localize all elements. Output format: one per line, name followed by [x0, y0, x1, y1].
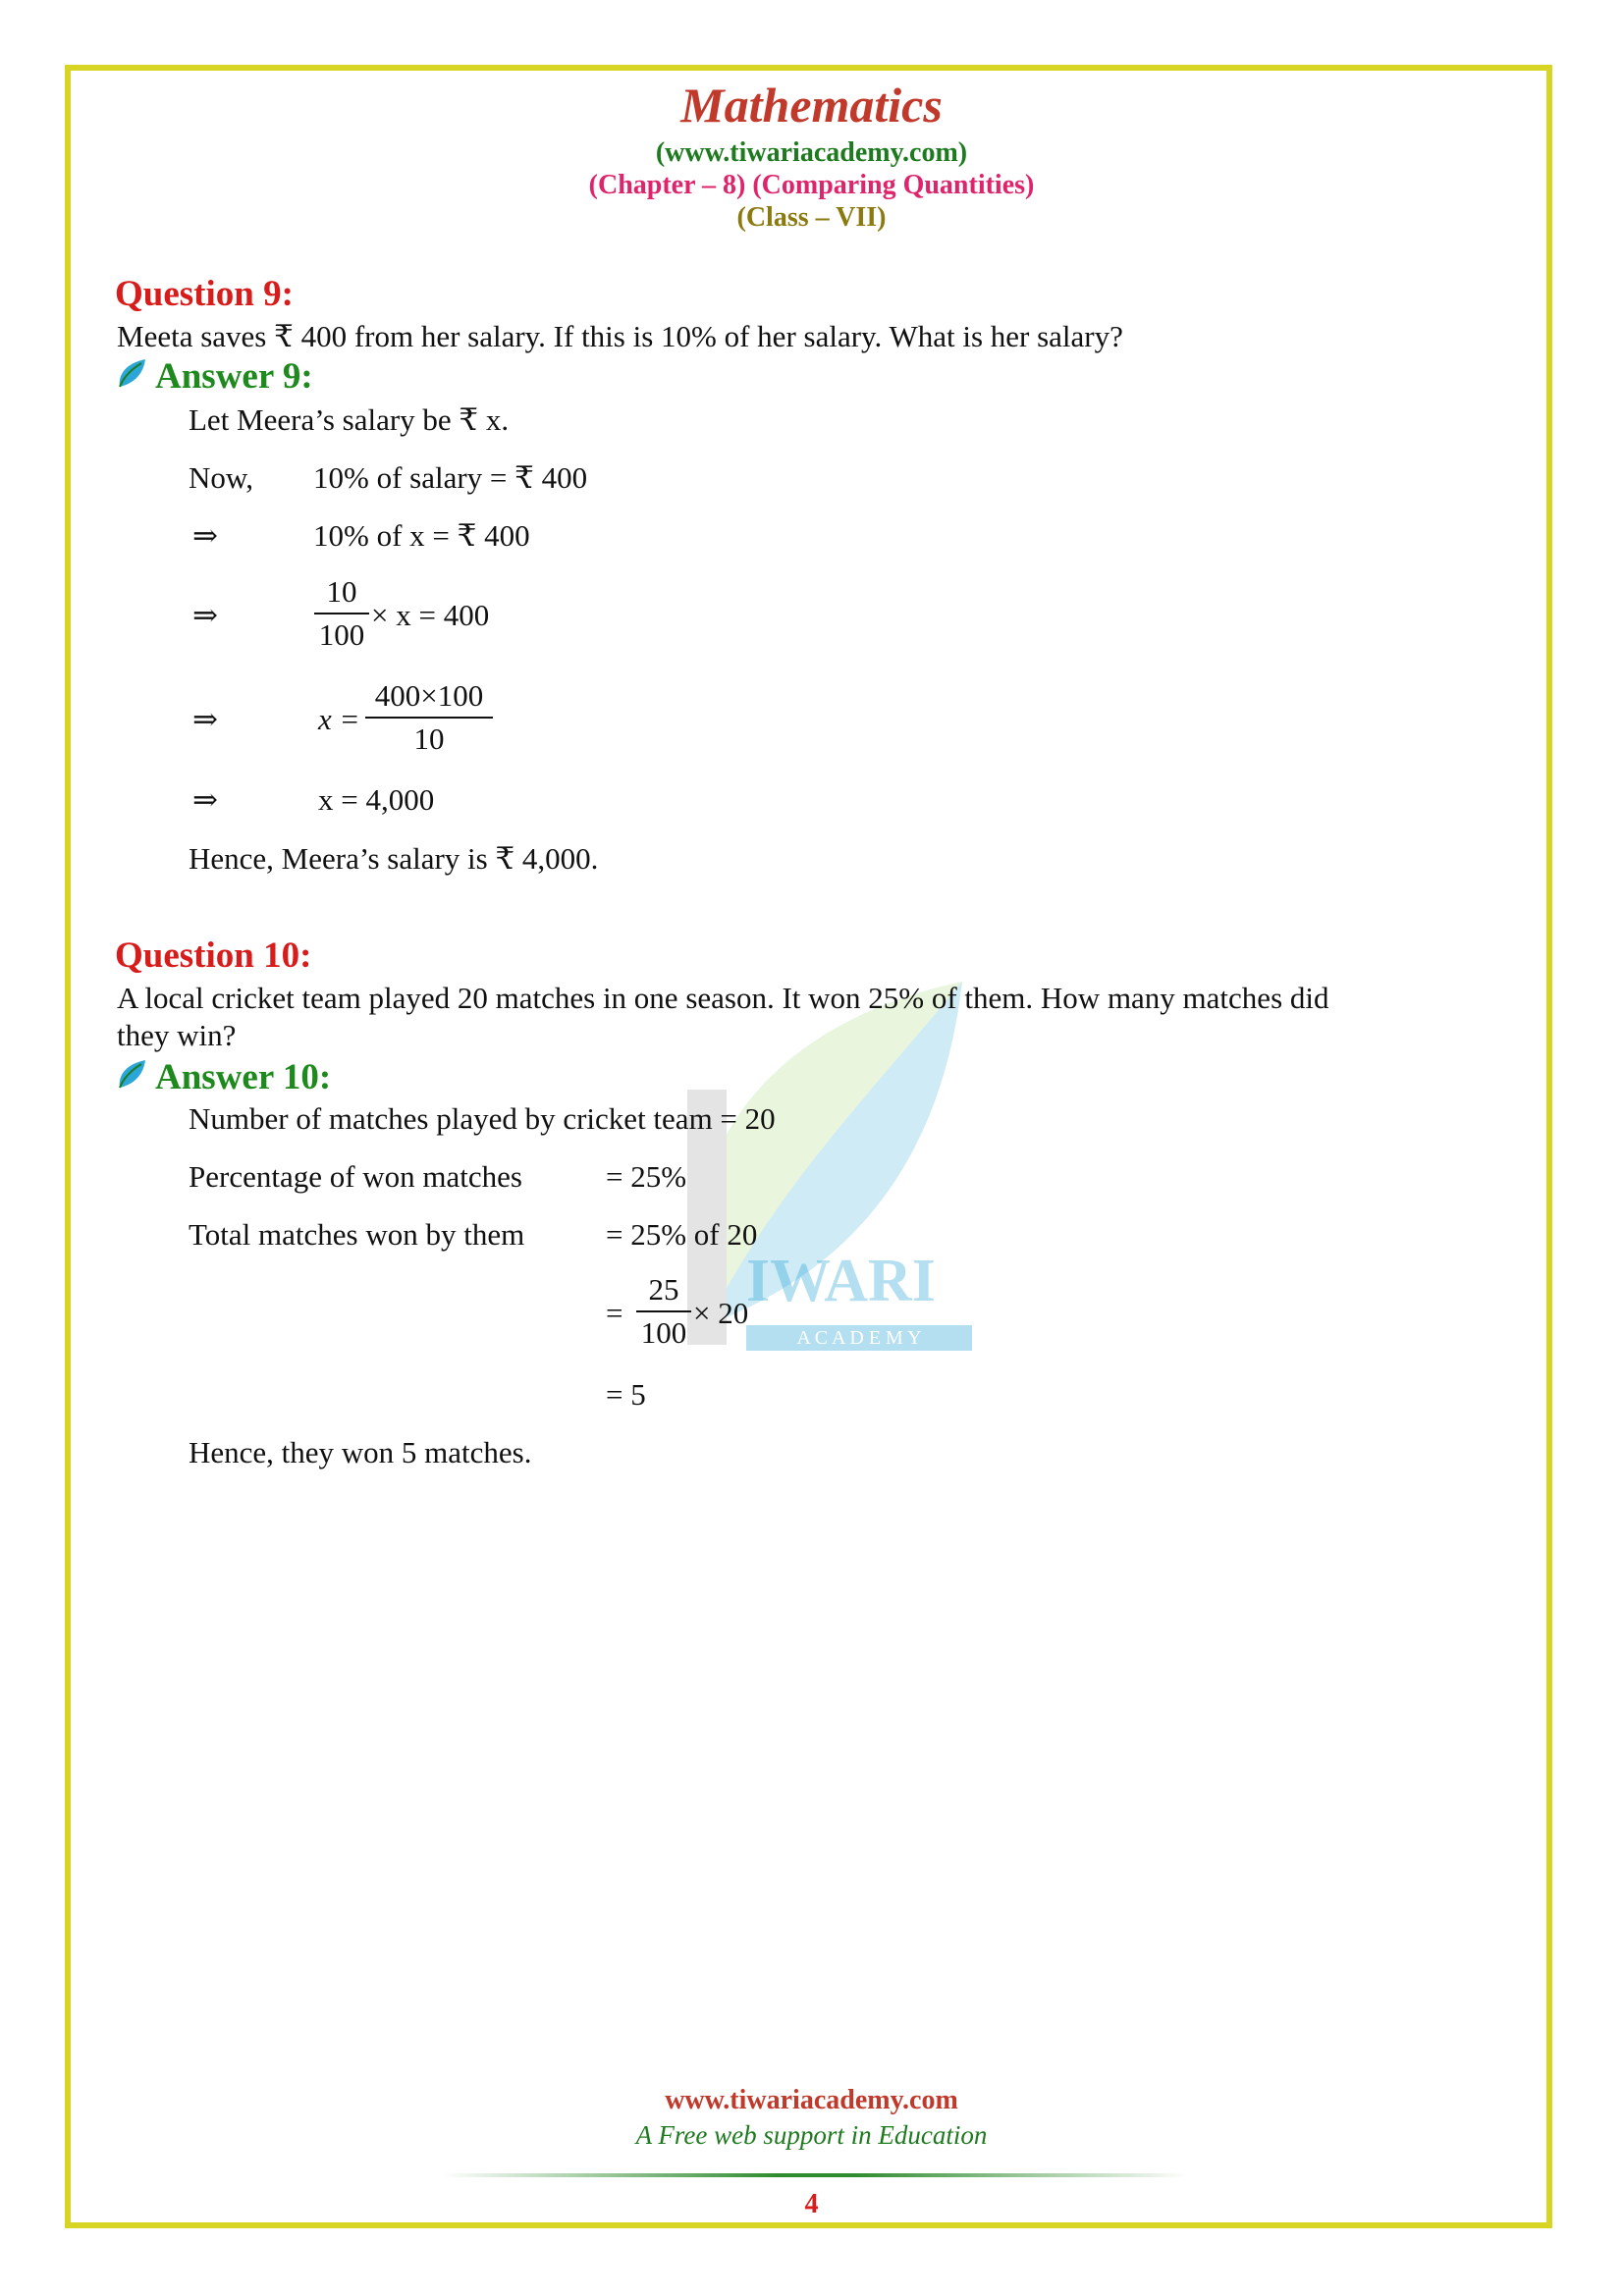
fraction-denominator: 100 [640, 1315, 687, 1350]
question-9-label: Question 9: [115, 274, 294, 314]
fraction-denominator: 10 [413, 721, 445, 756]
header-chapter: (Chapter – 8) (Comparing Quantities) [588, 170, 1035, 200]
q9-eq5: x = 4,000 [318, 782, 435, 817]
header-website: (www.tiwariacademy.com) [655, 137, 968, 168]
implies-arrow: ⇒ [192, 782, 218, 817]
tiwari-logo-icon [116, 1058, 149, 1092]
q9-fraction-2 [365, 678, 493, 757]
q9-now: Now, [189, 460, 254, 495]
implies-arrow: ⇒ [192, 518, 218, 553]
q9-eq4-lhs: x = [318, 702, 360, 736]
tiwari-logo-icon [116, 357, 149, 391]
q10-eq-sign: = [606, 1296, 623, 1330]
q9-let-line: Let Meera’s salary be ₹ x. [189, 402, 510, 437]
watermark-brand: IWARI [746, 1248, 936, 1314]
question-10-label: Question 10: [115, 935, 312, 976]
q9-eq2: 10% of x = ₹ 400 [313, 518, 530, 553]
q10-row2-label: Percentage of won matches [189, 1159, 523, 1194]
q10-row3-label: Total matches won by them [189, 1217, 525, 1252]
implies-arrow: ⇒ [192, 598, 218, 632]
question-9-text: Meeta saves ₹ 400 from her salary. If this is 10% of her salary. What is her salary? [117, 319, 1123, 353]
q10-row3-value: = 25% of 20 [606, 1217, 758, 1252]
footer-tagline: A Free web support in Education [635, 2120, 988, 2150]
fraction-numerator: 10 [326, 574, 357, 609]
answer-9-label: Answer 9: [155, 356, 313, 397]
q10-result: = 5 [606, 1377, 646, 1412]
q10-frac-rest: × 20 [693, 1296, 749, 1330]
q9-eq3-rest: × x = 400 [371, 598, 490, 632]
question-10-text-line2: they win? [117, 1018, 237, 1052]
q10-fraction [636, 1272, 691, 1351]
q9-eq1: 10% of salary = ₹ 400 [313, 460, 588, 495]
watermark-sub: A C A D E M Y [746, 1325, 972, 1351]
header-class: (Class – VII) [736, 202, 887, 233]
footer-divider [442, 2173, 1188, 2177]
fraction-numerator: 25 [648, 1272, 679, 1307]
implies-arrow: ⇒ [192, 702, 218, 736]
footer-url: www.tiwariacademy.com [665, 2085, 958, 2115]
q10-conclusion: Hence, they won 5 matches. [189, 1435, 532, 1469]
q10-row2-value: = 25% [606, 1159, 687, 1194]
page-title: Mathematics [680, 78, 943, 133]
fraction-denominator: 100 [318, 617, 365, 652]
q10-line1: Number of matches played by cricket team = 20 [189, 1101, 776, 1136]
fraction-numerator: 400×100 [374, 678, 484, 713]
q9-fraction-1 [314, 574, 369, 653]
question-10-text-line1: A local cricket team played 20 matches in one season. It won 25% of them. How many matches did [117, 981, 1329, 1015]
answer-10-label: Answer 10: [155, 1057, 332, 1097]
q9-conclusion: Hence, Meera’s salary is ₹ 4,000. [189, 841, 599, 876]
page-number: 4 [804, 2189, 819, 2219]
